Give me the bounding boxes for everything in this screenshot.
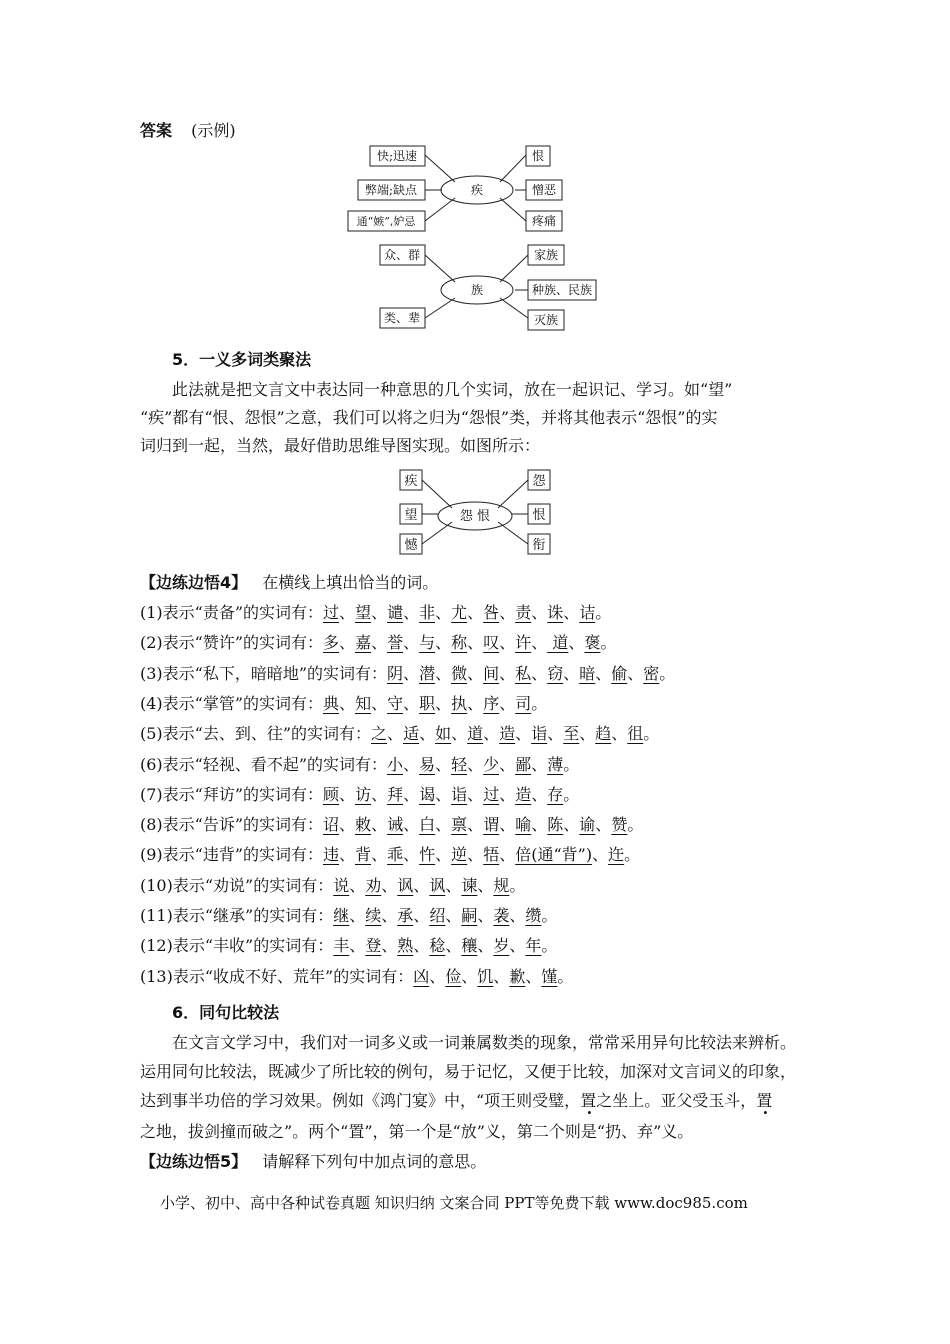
answer-word: 馑 (541, 966, 558, 986)
item-prefix: (13)表示“收成不好、荒年”的实词有： (140, 966, 414, 986)
answer-word: 密 (643, 663, 660, 683)
separator: 、 (579, 724, 596, 744)
separator: 。 (595, 603, 612, 622)
answer-word: 誉 (387, 633, 404, 653)
item-prefix: (10)表示“劝说”的实词有： (140, 875, 334, 895)
answer-word: 嗣 (461, 906, 478, 925)
separator: 、 (499, 633, 516, 653)
answer-word: 谒 (419, 784, 436, 804)
item-prefix: (8)表示“告诉”的实词有： (140, 815, 324, 835)
separator: 。 (563, 784, 580, 804)
separator: 、 (435, 845, 452, 865)
answer-word: 拜 (387, 784, 404, 804)
separator: 、 (563, 663, 580, 683)
answer-word: 诫 (387, 815, 404, 835)
answer-word: 之 (371, 724, 388, 744)
answer-word: 道 (467, 724, 484, 744)
answer-word: 年 (525, 936, 542, 956)
separator: 、 (563, 815, 580, 835)
answer-word: 诏 (323, 815, 340, 835)
separator: 、 (467, 815, 484, 835)
answer-word: 倍(通“背”) (515, 845, 593, 865)
answer-word: 间 (483, 663, 500, 683)
answer-word: 过 (483, 784, 500, 804)
right-node-3: 疼痛 (531, 214, 557, 228)
answer-word: 续 (365, 906, 382, 925)
answer-word: 至 (563, 724, 580, 744)
separator: 。 (659, 663, 676, 683)
separator: 、 (568, 633, 585, 653)
exercise4-item (140, 785, 579, 805)
left-node-2: 弊端;缺点 (364, 183, 418, 197)
separator: 、 (515, 724, 532, 744)
answer-word: 登 (365, 936, 382, 956)
separator: 、 (531, 784, 548, 804)
answer-word: 微 (451, 663, 468, 683)
answer-word: 典 (323, 693, 340, 713)
answer-word: 易 (419, 754, 436, 774)
separator: 、 (467, 845, 484, 865)
answer-word: 俭 (445, 966, 462, 986)
separator: 、 (499, 603, 516, 622)
answer-word: 司 (515, 693, 532, 713)
answer-word: 敕 (355, 815, 372, 835)
separator: 、 (403, 633, 420, 653)
separator: 。 (557, 966, 574, 986)
answer-word: 咎 (483, 603, 500, 622)
dotted-word-zhi: 置 (580, 1091, 597, 1110)
answer-word: 歉 (509, 966, 526, 986)
answer-word: 非 (419, 603, 436, 622)
answer-word: 多 (323, 633, 340, 653)
answer-word: 造 (499, 724, 516, 744)
item-prefix: (2)表示“赞许”的实词有： (140, 633, 324, 653)
answer-word: 访 (355, 784, 372, 804)
separator: 、 (349, 875, 366, 895)
separator: 、 (467, 603, 484, 622)
exercise4-item (140, 845, 640, 865)
right-node-1: 恨 (531, 149, 545, 163)
separator: 、 (445, 875, 462, 895)
answer-word: 稔 (429, 936, 446, 956)
answer-word: 责 (515, 603, 532, 622)
separator: 、 (499, 754, 516, 774)
separator: 、 (435, 693, 452, 713)
answer-word: 迕 (608, 845, 625, 865)
separator: 、 (339, 693, 356, 713)
separator: 、 (381, 875, 398, 895)
item-prefix: (4)表示“掌管”的实词有： (140, 693, 324, 713)
separator: 。 (531, 693, 548, 713)
answer-word: 丰 (333, 936, 350, 956)
answer-word: 称 (451, 633, 468, 653)
answer-word: 诣 (531, 724, 548, 744)
separator: 。 (624, 845, 641, 865)
answer-word: 少 (483, 754, 500, 774)
left-node-1: 众、群 (383, 248, 421, 262)
separator: 、 (477, 875, 494, 895)
item-prefix: (5)表示“去、到、往”的实词有： (140, 724, 372, 744)
item-prefix: (7)表示“拜访”的实词有： (140, 784, 324, 804)
section6-line-3a: 达到事半功倍的学习效果。例如《鸿门宴》中，“项王则受璧， (140, 1091, 581, 1110)
section5-para-2: “疾”都有“恨、怨恨”之意，我们可以将之归为“怨恨”类，并将其他表示“怨恨”的实 (140, 408, 718, 427)
answer-word: 嘉 (355, 633, 372, 653)
answer-word: 赞 (611, 815, 628, 835)
separator: 、 (627, 663, 644, 683)
answer-word: 暗 (579, 663, 596, 683)
answer-word: 鄙 (515, 754, 532, 774)
right-node-3: 衔 (532, 538, 546, 553)
exercise4-item (140, 755, 579, 775)
answer-word: 存 (547, 784, 564, 804)
separator: 、 (403, 815, 420, 835)
answer-word: 岁 (493, 936, 510, 956)
separator: 、 (403, 845, 420, 865)
left-node-2: 类、辈 (383, 311, 421, 325)
separator: 、 (403, 663, 420, 683)
left-node-3: 通“嫉”,妒忌 (356, 215, 416, 228)
separator: 、 (371, 845, 388, 865)
separator: 、 (413, 875, 430, 895)
exercise4-instruction: 在横线上填出恰当的词。 (262, 573, 439, 592)
separator: 、 (499, 784, 516, 804)
exercise4-item (140, 724, 659, 744)
answer-word: 尤 (451, 603, 468, 622)
answer-word: 凶 (413, 966, 430, 986)
item-prefix: (6)表示“轻视、看不起”的实词有： (140, 754, 388, 774)
section6-line-2: 运用同句比较法，既减少了所比较的例句，易于记忆，又便于比较，加深对文言词义的印象， (140, 1062, 797, 1081)
separator: 、 (595, 815, 612, 835)
answer-word: 讽 (429, 875, 446, 895)
section6-line-3b: 之坐上。亚父受玉斗， (596, 1091, 757, 1110)
separator: 、 (371, 603, 388, 622)
center-node: 怨 恨 (459, 509, 491, 524)
answer-word: 私 (515, 663, 532, 683)
answer-word: 望 (355, 603, 372, 622)
right-node-2: 憎恶 (531, 183, 557, 197)
answer-word: 饥 (477, 966, 494, 986)
section6-line-1: 在文言文学习中，我们对一词多义或一词兼属数类的现象，常常采用异句比较法来辨析。 (172, 1033, 797, 1052)
exercise4-item (140, 876, 525, 896)
separator: 、 (525, 966, 542, 986)
left-node-1: 疾 (404, 474, 418, 489)
separator: 。 (509, 875, 526, 895)
separator: 、 (445, 936, 462, 956)
separator: 、 (499, 693, 516, 713)
separator: 、 (493, 966, 510, 986)
separator: 、 (531, 633, 548, 653)
separator: 、 (435, 663, 452, 683)
separator: 。 (541, 936, 558, 956)
separator: 、 (339, 603, 356, 622)
answer-word: 褒 (584, 633, 601, 653)
separator: 。 (600, 633, 617, 653)
separator: 、 (381, 906, 398, 925)
answer-word: 熟 (397, 936, 414, 956)
separator: 、 (413, 936, 430, 956)
answer-word: 绍 (429, 906, 446, 925)
answer-word: 窃 (547, 663, 564, 683)
answer-word: 诛 (547, 603, 564, 622)
separator: 、 (403, 693, 420, 713)
answer-word: 适 (403, 724, 420, 744)
separator: 、 (451, 724, 468, 744)
dotted-word-zhi-2: 置 (756, 1091, 773, 1110)
answer-word: 说 (333, 875, 350, 895)
answer-header (140, 118, 236, 141)
separator: 、 (467, 663, 484, 683)
separator: 、 (547, 724, 564, 744)
exercise4-item (140, 936, 557, 956)
separator: 、 (531, 815, 548, 835)
mindmap-zu (370, 240, 610, 332)
separator: 。 (541, 906, 558, 925)
answer-note: (示例) (191, 121, 236, 140)
answer-word: 过 (323, 603, 340, 622)
separator: 、 (611, 724, 628, 744)
separator: 、 (339, 633, 356, 653)
separator: 、 (381, 936, 398, 956)
separator: 。 (563, 754, 580, 774)
page-footer: 小学、初中、高中各种试卷真题 知识归纳 文案合同 PPT等免费下载 www.doc985.com (160, 1194, 748, 1212)
answer-word: 顾 (323, 784, 340, 804)
answer-word: 规 (493, 875, 510, 895)
separator: 、 (387, 724, 404, 744)
separator: 、 (435, 784, 452, 804)
answer-word: 乖 (387, 845, 404, 865)
separator: 。 (643, 724, 660, 744)
answer-word: 造 (515, 784, 532, 804)
answer-word: 道 (547, 633, 569, 653)
separator: 、 (531, 603, 548, 622)
right-node-3: 灭族 (533, 313, 559, 327)
separator: 、 (592, 845, 609, 865)
answer-word: 阴 (387, 663, 404, 683)
answer-word: 职 (419, 693, 436, 713)
exercise4-item (140, 603, 611, 623)
section6-line-4: 之地，拔剑撞而破之”。两个“置”，第一个是“放”义，第二个则是“扔、弃”义。 (140, 1122, 694, 1141)
separator: 、 (499, 815, 516, 835)
separator: 、 (435, 815, 452, 835)
answer-word: 小 (387, 754, 404, 774)
answer-word: 谕 (579, 815, 596, 835)
answer-word: 知 (355, 693, 372, 713)
left-node-3: 憾 (404, 538, 418, 553)
item-prefix: (3)表示“私下，暗暗地”的实词有： (140, 663, 388, 683)
separator: 、 (595, 663, 612, 683)
answer-word: 序 (483, 693, 500, 713)
answer-word: 承 (397, 906, 414, 925)
answer-word: 缵 (525, 906, 542, 925)
section5-title: 5．一义多词类聚法 (172, 350, 312, 369)
answer-word: 偷 (611, 663, 628, 683)
answer-word: 牾 (483, 845, 500, 865)
answer-word: 诣 (451, 784, 468, 804)
answer-label: 答案 (140, 121, 173, 140)
mindmap-ji (340, 142, 580, 232)
left-node-2: 望 (404, 508, 418, 523)
answer-word: 薄 (547, 754, 564, 774)
left-node-1: 快;迅速 (376, 149, 418, 163)
center-node: 族 (470, 283, 484, 297)
answer-word: 执 (451, 693, 468, 713)
exercise5-tag: 【边练边悟5】 (140, 1152, 248, 1171)
answer-word: 讽 (397, 875, 414, 895)
answer-word: 潜 (419, 663, 436, 683)
item-prefix: (12)表示“丰收”的实词有： (140, 936, 334, 956)
answer-word: 趋 (595, 724, 612, 744)
exercise4-item (140, 633, 616, 653)
separator: 、 (371, 693, 388, 713)
answer-word: 袭 (493, 906, 510, 925)
section5-para-1: 此法就是把文言文中表达同一种意思的几个实词，放在一起识记、学习。如“望” (172, 380, 733, 399)
separator: 、 (445, 906, 462, 925)
separator: 、 (339, 784, 356, 804)
exercise4-header (140, 573, 438, 593)
answer-word: 陈 (547, 815, 564, 835)
separator: 、 (339, 845, 356, 865)
separator: 、 (339, 815, 356, 835)
separator: 、 (477, 906, 494, 925)
section6-line-3 (140, 1091, 772, 1111)
answer-word: 徂 (627, 724, 644, 744)
answer-word: 逆 (451, 845, 468, 865)
separator: 、 (349, 906, 366, 925)
separator: 、 (349, 936, 366, 956)
separator: 、 (563, 603, 580, 622)
separator: 、 (467, 784, 484, 804)
separator: 、 (509, 906, 526, 925)
answer-word: 违 (323, 845, 340, 865)
section6-title: 6．同句比较法 (172, 1003, 280, 1022)
item-prefix: (1)表示“责备”的实词有： (140, 603, 324, 622)
answer-word: 诘 (579, 603, 596, 622)
separator: 、 (461, 966, 478, 986)
exercise4-item (140, 694, 547, 714)
separator: 、 (483, 724, 500, 744)
answer-word: 忤 (419, 845, 436, 865)
answer-word: 继 (333, 906, 350, 925)
answer-word: 穰 (461, 936, 478, 956)
answer-word: 背 (355, 845, 372, 865)
separator: 、 (435, 633, 452, 653)
answer-word: 谴 (387, 603, 404, 622)
right-node-1: 怨 (532, 474, 546, 489)
exercise4-item (140, 664, 675, 684)
answer-word: 叹 (483, 633, 500, 653)
separator: 、 (435, 603, 452, 622)
separator: 、 (531, 754, 548, 774)
separator: 、 (429, 966, 446, 986)
separator: 、 (413, 906, 430, 925)
answer-word: 轻 (451, 754, 468, 774)
answer-word: 与 (419, 633, 436, 653)
section5-para-3: 词归到一起，当然，最好借助思维导图实现。如图所示： (140, 436, 541, 455)
answer-word: 喻 (515, 815, 532, 835)
separator: 、 (477, 936, 494, 956)
separator: 、 (403, 784, 420, 804)
separator: 、 (403, 603, 420, 622)
item-prefix: (9)表示“违背”的实词有： (140, 845, 324, 865)
separator: 、 (499, 845, 516, 865)
separator: 、 (419, 724, 436, 744)
separator: 、 (531, 663, 548, 683)
answer-word: 如 (435, 724, 452, 744)
exercise4-item (140, 967, 573, 987)
exercise4-tag: 【边练边悟4】 (140, 573, 248, 592)
exercise4-item (140, 815, 643, 835)
separator: 、 (371, 633, 388, 653)
separator: 、 (435, 754, 452, 774)
answer-word: 谓 (483, 815, 500, 835)
exercise5-instruction: 请解释下列句中加点词的意思。 (262, 1152, 487, 1171)
mindmap-yuanhen (390, 466, 560, 558)
separator: 、 (467, 633, 484, 653)
center-node: 疾 (470, 183, 484, 197)
separator: 。 (627, 815, 644, 835)
right-node-2: 恨 (532, 508, 546, 523)
separator: 、 (403, 754, 420, 774)
right-node-1: 家族 (533, 248, 559, 262)
answer-word: 禀 (451, 815, 468, 835)
separator: 、 (467, 693, 484, 713)
exercise5-header (140, 1152, 486, 1172)
right-node-2: 种族、民族 (531, 283, 593, 297)
separator: 、 (499, 663, 516, 683)
separator: 、 (371, 784, 388, 804)
separator: 、 (467, 754, 484, 774)
answer-word: 谏 (461, 875, 478, 895)
separator: 、 (371, 815, 388, 835)
answer-word: 白 (419, 815, 436, 835)
answer-word: 许 (515, 633, 532, 653)
item-prefix: (11)表示“继承”的实词有： (140, 906, 334, 925)
answer-word: 守 (387, 693, 404, 713)
separator: 、 (509, 936, 526, 956)
answer-word: 劝 (365, 875, 382, 895)
exercise4-item (140, 906, 557, 926)
